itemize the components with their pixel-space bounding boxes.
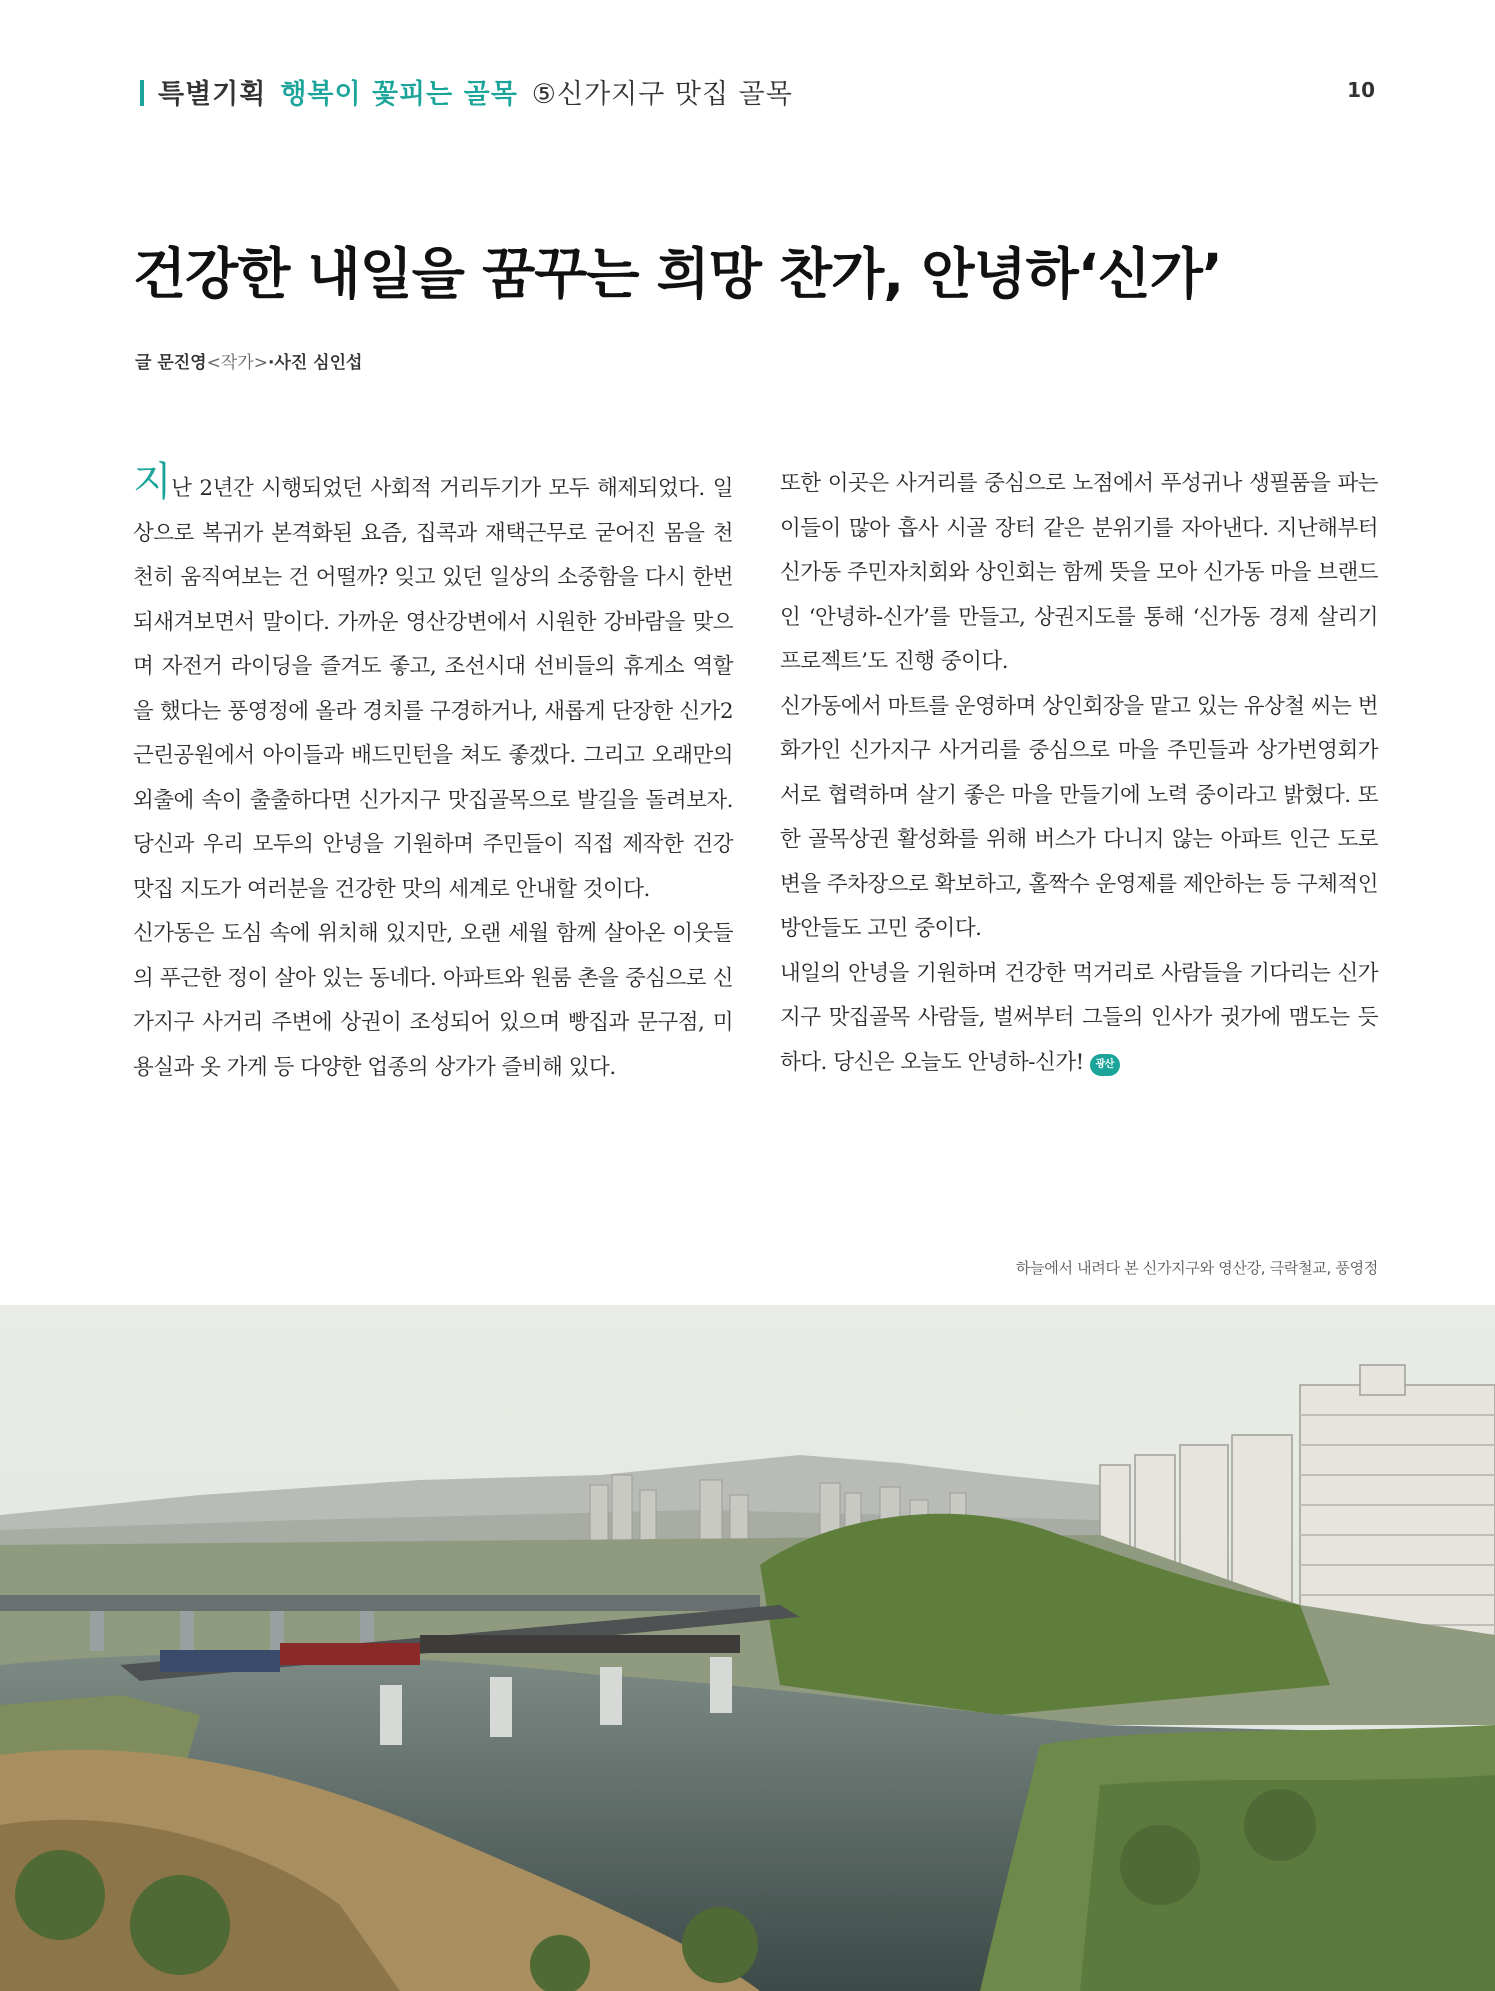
- series-label: 특별기획: [158, 79, 267, 110]
- subtitle-label: ⑤신가지구 맛집 골목: [531, 79, 793, 110]
- article-title: 건강한 내일을 꿈꾸는 희망 찬가, 안녕하‘신가’: [133, 242, 1222, 306]
- byline: [135, 348, 362, 373]
- photographer-name: ·사진 심인섭: [267, 353, 363, 373]
- paragraph: [780, 952, 1378, 1086]
- end-mark-icon: 광산: [1090, 1054, 1120, 1076]
- theme-label: 행복이 꽃피는 골목: [280, 79, 518, 110]
- photo-caption: 하늘에서 내려다 본 신가지구와 영산강, 극락철교, 풍영정: [1015, 1259, 1378, 1277]
- paragraph: 신가동은 도심 속에 위치해 있지만, 오랜 세월 함께 살아온 이웃들의 푸근한 정이 살아 있는 동네다. 아파트와 원룸 촌을 중심으로 신가지구 사거리 주변에 상권이 조성되어 있으며 빵집과 문구점, 미용실과 옷 가게 등 다양한 업종의 상가가 즐비해 있다.: [133, 921, 733, 1080]
- article-column-right: [780, 462, 1378, 1085]
- writer-name: 글 문진영: [135, 353, 207, 373]
- paragraph-text: 난 2년간 시행되었던 사회적 거리두기가 모두 해제되었다. 일상으로 복귀가 본격화된 요즘, 집콕과 재택근무로 굳어진 몸을 천천히 움직여보는 건 어떨까? 잊고 있던 일상의 소중함을 다시 한번 되새겨보면서 말이다. 가까운 영산강변에서 시원한 강바람을 맞으며 자전거 라이딩을 즐겨도 좋고, 조선시대 선비들의 휴게소 역할을 했다는 풍영정에 올라 경치를 구경하거나, 새롭게 단장한 신가2근린공원에서 아이들과 배드민턴을 쳐도 좋겠다. 그리고 오래만의 외출에 속이 출출하다면 신가지구 맛집골목으로 발길을 돌려보자. 당신과 우리 모두의 안녕을 기원하며 주민들이 직접 제작한 건강 맛집 지도가 여러분을 건강한 맛의 세계로 안내할 것이다.: [133, 476, 733, 902]
- aerial-photo: [0, 1305, 1495, 1991]
- article-column-left: [133, 459, 733, 1090]
- paragraph: 신가동에서 마트를 운영하며 상인회장을 맡고 있는 유상철 씨는 번화가인 신가지구 사거리를 중심으로 마을 주민들과 상가번영회가 서로 협력하며 살기 좋은 마을 만들기에 노력 중이라고 밝혔다. 또한 골목상권 활성화를 위해 버스가 다니지 않는 아파트 인근 도로변을 주차장으로 확보하고, 홀짝수 운영제를 제안하는 등 구체적인 방안들도 고민 중이다.: [780, 693, 1378, 941]
- paragraph: 또한 이곳은 사거리를 중심으로 노점에서 푸성귀나 생필품을 파는 이들이 많아 흡사 시골 장터 같은 분위기를 자아낸다. 지난해부터 신가동 주민자치회와 상인회는 함께 뜻을 모아 신가동 마을 브랜드인 ‘안녕하-신가’를 만들고, 상권지도를 통해 ‘신가동 경제 살리기 프로젝트’도 진행 중이다.: [780, 471, 1378, 674]
- aerial-photo-illustration: [0, 1305, 1495, 1991]
- drop-cap: 지: [133, 459, 172, 505]
- writer-role: <작가>: [206, 353, 268, 373]
- paragraph-text: 내일의 안녕을 기원하며 건강한 먹거리로 사람들을 기다리는 신가지구 맛집골목 사람들, 벌써부터 그들의 인사가 귓가에 맴도는 듯하다. 당신은 오늘도 안녕하-신가!: [780, 960, 1378, 1075]
- accent-bar: [140, 80, 144, 106]
- paragraph: [133, 459, 733, 912]
- page-number: 10: [1347, 78, 1375, 102]
- section-header: [140, 72, 1370, 112]
